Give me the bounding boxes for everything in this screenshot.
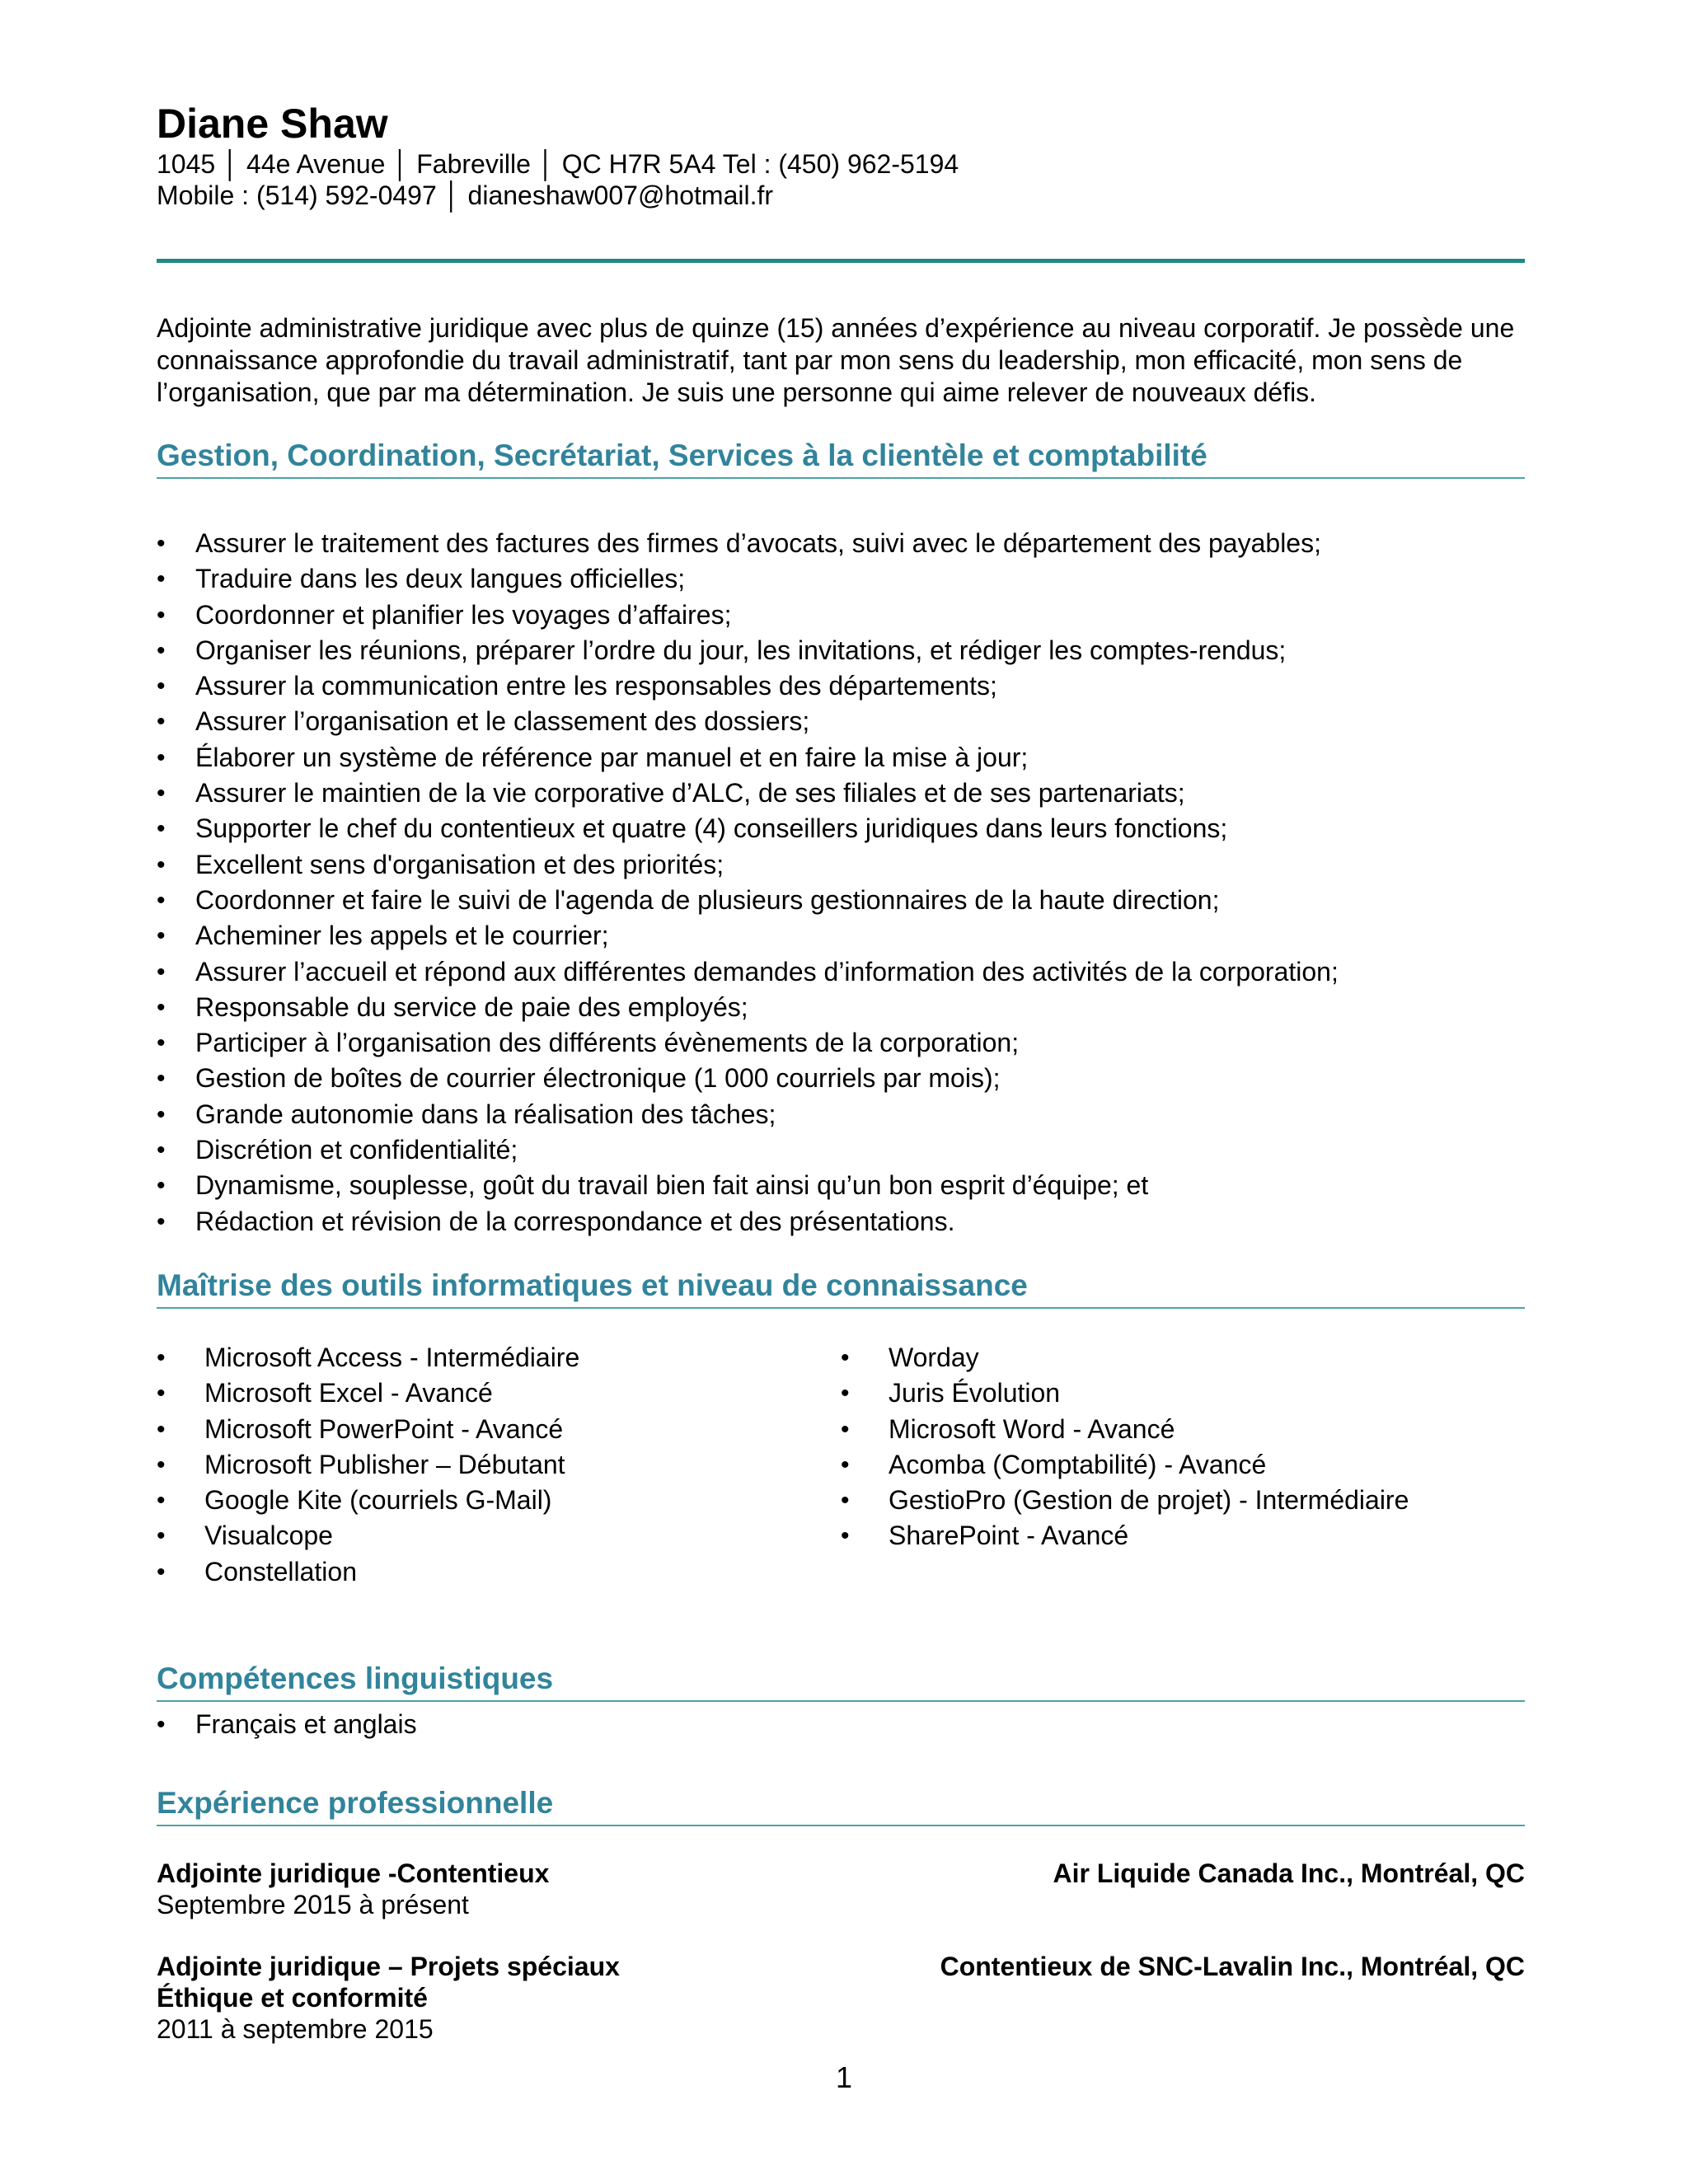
list-item xyxy=(157,883,1525,918)
bullet-icon: • xyxy=(157,743,166,771)
bullet-icon: • xyxy=(841,1487,850,1515)
list-item xyxy=(157,1168,1525,1203)
bullet-icon: • xyxy=(157,922,166,950)
bullet-icon: • xyxy=(157,780,166,808)
it-skills-left-list xyxy=(157,1340,841,1590)
list-item xyxy=(157,1097,1525,1132)
list-item xyxy=(157,811,1525,846)
job-period: Septembre 2015 à présent xyxy=(157,1890,469,1920)
job-company: Contentieux de SNC-Lavalin Inc., Montréal, QC xyxy=(940,1952,1525,1982)
list-item-text: Dynamisme, souplesse, goût du travail bien fait ainsi qu’un bon esprit d’équipe; et xyxy=(195,1170,1149,1201)
list-item-text: Acomba (Comptabilité) - Avancé xyxy=(889,1449,1267,1479)
list-item xyxy=(157,1061,1525,1096)
list-item-text: Assurer l’organisation et le classement des dossiers; xyxy=(195,706,810,737)
job-title: Adjointe juridique -Contentieux xyxy=(157,1858,550,1889)
bullet-icon: • xyxy=(157,636,166,664)
list-item xyxy=(157,847,1525,883)
bullet-icon: • xyxy=(157,1137,166,1165)
address-line: 1045 │ 44e Avenue │ Fabreville │ QC H7R 5A4 Tel : (450) 962-5194 xyxy=(157,149,959,179)
section-title-it-skills: Maîtrise des outils informatiques et niveau de connaissance xyxy=(157,1268,1525,1309)
section-title-management: Gestion, Coordination, Secrétariat, Services à la clientèle et comptabilité xyxy=(157,438,1525,479)
list-item xyxy=(157,526,1525,561)
bullet-icon: • xyxy=(157,1380,166,1408)
list-item-text: Assurer le maintien de la vie corporative d’ALC, de ses filiales et de ses partenariats; xyxy=(195,778,1185,808)
list-item-text: Coordonner et faire le suivi de l'agenda de plusieurs gestionnaires de la haute direction; xyxy=(195,884,1220,915)
list-item xyxy=(157,1132,1525,1168)
bullet-icon: • xyxy=(157,886,166,914)
job-entry xyxy=(157,1951,1525,2045)
job-subtitle: Éthique et conformité xyxy=(157,1983,428,2013)
it-skills-columns xyxy=(157,1340,1525,1590)
list-item-text: Visualcope xyxy=(204,1521,333,1551)
bullet-icon: • xyxy=(841,1522,850,1550)
list-item-text: Organiser les réunions, préparer l’ordre du jour, les invitations, et rédiger les comptes-rendus; xyxy=(195,635,1287,665)
list-item xyxy=(157,1412,841,1447)
list-item xyxy=(841,1412,1525,1447)
bullet-icon: • xyxy=(157,851,166,879)
bullet-icon: • xyxy=(157,530,166,557)
section-title-experience: Expérience professionnelle xyxy=(157,1785,1525,1826)
resume-page xyxy=(157,99,1525,2045)
list-item xyxy=(157,1483,841,1518)
bullet-icon: • xyxy=(157,1522,166,1550)
list-item xyxy=(157,918,1525,954)
list-item xyxy=(841,1340,1525,1376)
bullet-icon: • xyxy=(157,1065,166,1093)
list-item-text: Acheminer les appels et le courrier; xyxy=(195,921,609,951)
list-item-text: Microsoft Excel - Avancé xyxy=(204,1378,493,1408)
list-item xyxy=(841,1483,1525,1518)
list-item xyxy=(157,704,1525,739)
bullet-icon: • xyxy=(157,565,166,593)
list-item xyxy=(157,1376,841,1411)
list-item xyxy=(157,1518,841,1554)
bullet-icon: • xyxy=(157,673,166,701)
list-item xyxy=(157,561,1525,597)
summary-paragraph: Adjointe administrative juridique avec plus de quinze (15) années d’expérience au niveau corporatif. Je possède une connaissance approfondie du travail administratif, tant par mon sens du leadership, mon efficacité, mon sens de l’organisation, que par ma détermination. Je suis une personne qui aime relever de nouveaux défis. xyxy=(157,313,1515,407)
bullet-icon: • xyxy=(157,1172,166,1200)
bullet-icon: • xyxy=(841,1451,850,1479)
bullet-icon: • xyxy=(157,1558,166,1586)
list-item-text: Coordonner et planifier les voyages d’affaires; xyxy=(195,599,732,630)
list-item-text: Discrétion et confidentialité; xyxy=(195,1135,518,1165)
list-item-text: Worday xyxy=(889,1342,979,1372)
list-item-text: Excellent sens d'organisation et des priorités; xyxy=(195,849,724,879)
list-item-text: Assurer le traitement des factures des firmes d’avocats, suivi avec le département des payables; xyxy=(195,528,1321,558)
it-skills-right-list xyxy=(841,1340,1525,1554)
bullet-icon: • xyxy=(157,958,166,986)
list-item-text: Assurer l’accueil et répond aux différentes demandes d’information des activités de la corporation; xyxy=(195,956,1339,987)
bullet-icon: • xyxy=(157,1343,166,1371)
bullet-icon: • xyxy=(157,1207,166,1235)
list-item-text: Responsable du service de paie des employés; xyxy=(195,991,748,1022)
list-item xyxy=(841,1447,1525,1483)
bullet-icon: • xyxy=(157,1100,166,1128)
list-item-text: Microsoft PowerPoint - Avancé xyxy=(204,1413,564,1444)
list-item xyxy=(157,1707,1525,1742)
list-item xyxy=(157,1554,841,1590)
bullet-icon: • xyxy=(157,601,166,629)
bullet-icon: • xyxy=(157,1415,166,1443)
bullet-icon: • xyxy=(841,1415,850,1443)
list-item-text: Français et anglais xyxy=(195,1709,417,1740)
list-item-text: Juris Évolution xyxy=(889,1378,1061,1408)
list-item-text: Microsoft Word - Avancé xyxy=(889,1413,1175,1444)
list-item-text: Gestion de boîtes de courrier électronique (1 000 courriels par mois); xyxy=(195,1063,1001,1094)
list-item-text: Microsoft Publisher – Débutant xyxy=(204,1449,565,1479)
list-item-text: Grande autonomie dans la réalisation des tâches; xyxy=(195,1099,776,1129)
list-item-text: SharePoint - Avancé xyxy=(889,1521,1129,1551)
languages-list xyxy=(157,1707,1525,1742)
list-item xyxy=(157,668,1525,704)
list-item xyxy=(157,598,1525,633)
list-item xyxy=(157,1204,1525,1240)
list-item-text: Assurer la communication entre les responsables des départements; xyxy=(195,671,997,701)
list-item xyxy=(157,1025,1525,1061)
list-item-text: Élaborer un système de référence par manuel et en faire la mise à jour; xyxy=(195,742,1029,772)
list-item-text: Constellation xyxy=(204,1556,357,1586)
header-divider xyxy=(157,259,1525,263)
list-item-text: Participer à l’organisation des différents évènements de la corporation; xyxy=(195,1028,1020,1058)
bullet-icon: • xyxy=(157,1711,166,1739)
list-item-text: GestioPro (Gestion de projet) - Intermédiaire xyxy=(889,1485,1409,1516)
list-item-text: Rédaction et révision de la correspondance et des présentations. xyxy=(195,1206,955,1236)
list-item xyxy=(157,1340,841,1376)
list-item xyxy=(841,1518,1525,1554)
bullet-icon: • xyxy=(157,708,166,736)
job-company: Air Liquide Canada Inc., Montréal, QC xyxy=(1053,1858,1525,1889)
section-title-languages: Compétences linguistiques xyxy=(157,1661,1525,1702)
management-list xyxy=(157,526,1525,1240)
list-item xyxy=(841,1376,1525,1411)
bullet-icon: • xyxy=(841,1343,850,1371)
list-item xyxy=(157,954,1525,990)
bullet-icon: • xyxy=(157,815,166,843)
job-title: Adjointe juridique – Projets spéciaux xyxy=(157,1952,620,1982)
bullet-icon: • xyxy=(157,993,166,1021)
bullet-icon: • xyxy=(157,1487,166,1515)
list-item-text: Traduire dans les deux langues officielles; xyxy=(195,564,686,594)
list-item-text: Supporter le chef du contentieux et quatre (4) conseillers juridiques dans leurs fonctions; xyxy=(195,813,1228,844)
bullet-icon: • xyxy=(157,1451,166,1479)
bullet-icon: • xyxy=(157,1029,166,1057)
bullet-icon: • xyxy=(841,1380,850,1408)
list-item xyxy=(157,776,1525,811)
list-item xyxy=(157,633,1525,668)
candidate-name: Diane Shaw xyxy=(157,101,388,147)
page-number: 1 xyxy=(835,2060,853,2094)
job-entry xyxy=(157,1858,1525,1920)
list-item xyxy=(157,1447,841,1483)
job-period: 2011 à septembre 2015 xyxy=(157,2014,434,2045)
list-item-text: Google Kite (courriels G-Mail) xyxy=(204,1485,552,1516)
list-item-text: Microsoft Access - Intermédiaire xyxy=(204,1342,580,1372)
list-item xyxy=(157,740,1525,776)
contact-line: Mobile : (514) 592-0497 │ dianeshaw007@hotmail.fr xyxy=(157,180,774,210)
list-item xyxy=(157,990,1525,1025)
